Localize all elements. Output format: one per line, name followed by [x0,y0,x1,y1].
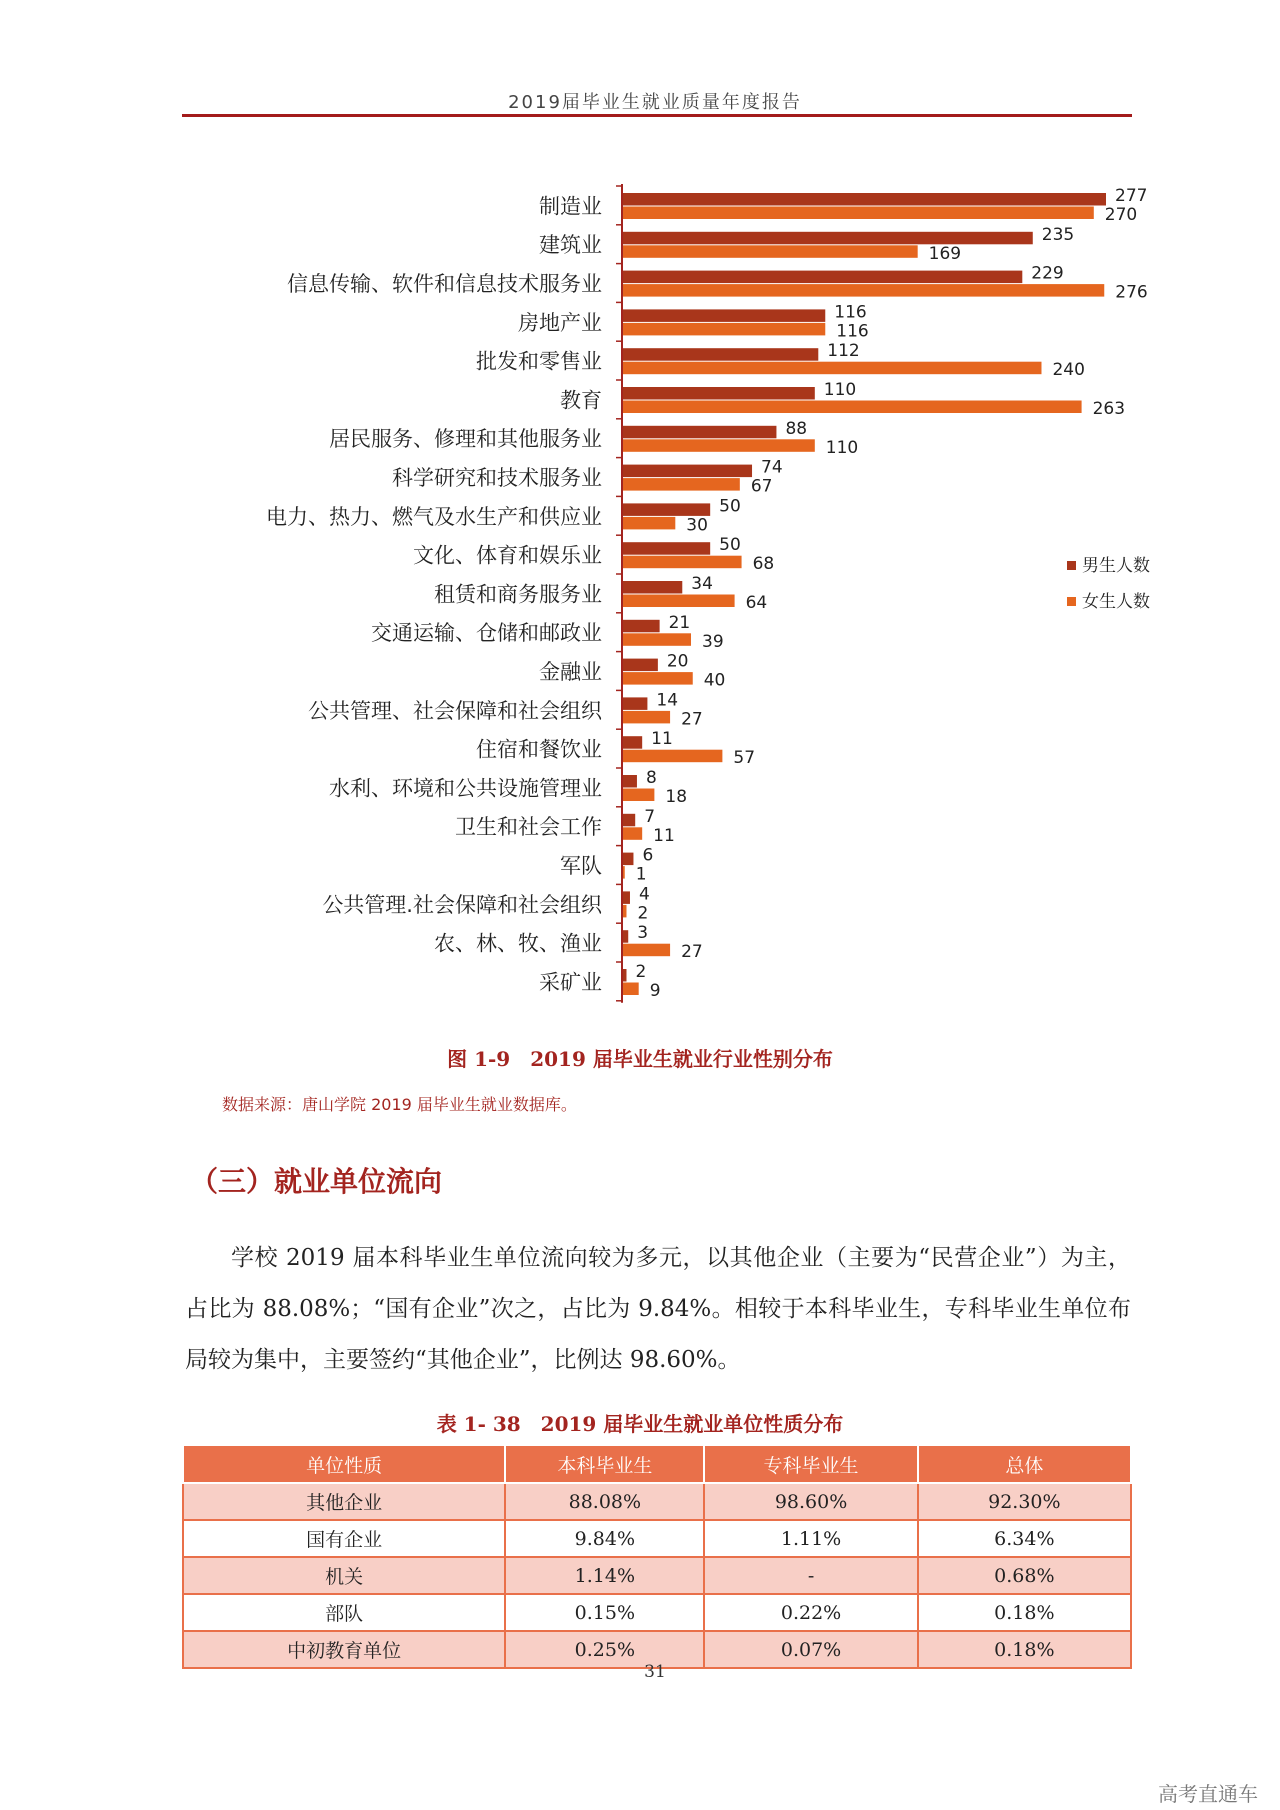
data-label-female: 39 [702,631,724,652]
table-cell: 88.08% [505,1483,704,1520]
data-label-male: 116 [834,302,867,323]
legend-label: 男生人数 [1082,556,1150,576]
table-cell: 1.11% [704,1520,917,1557]
bar-male [623,775,637,788]
category-label: 金融业 [539,660,602,684]
bar-female [623,905,626,918]
bar-female [623,323,825,336]
bar-female [623,750,722,763]
table-row [183,1520,1131,1557]
table-cell: 0.25% [505,1631,704,1668]
category-label: 文化、体育和娱乐业 [413,543,602,568]
column-header: 单位性质 [183,1445,505,1483]
table-cell: 0.18% [918,1631,1131,1668]
data-label-female: 27 [681,709,703,730]
data-label-male: 235 [1041,224,1075,245]
figure-source-note: 数据来源：唐山学院 2019 届毕业生就业数据库。 [222,1095,577,1114]
table-cell: 98.60% [704,1483,917,1520]
bar-male [623,891,630,904]
bar-female [623,711,670,724]
bar-female [623,478,740,491]
data-label-male: 21 [668,612,691,633]
data-label-female: 2 [637,903,649,924]
data-label-female: 57 [733,748,756,769]
table-cell: 中初教育单位 [183,1631,505,1668]
data-label-male: 7 [644,806,656,827]
table-row [183,1594,1131,1631]
data-label-female: 30 [686,515,708,536]
table-cell: 0.07% [704,1631,917,1668]
legend-swatch [1067,597,1076,606]
data-label-male: 277 [1115,186,1148,206]
bar-female [623,401,1082,414]
data-label-male: 74 [761,457,783,478]
bar-male [623,659,658,672]
data-label-female: 9 [649,981,661,1001]
bar-female [623,866,625,879]
bar-female [623,245,918,257]
bar-female [623,672,693,685]
data-label-male: 2 [635,962,647,982]
data-label-female: 64 [745,593,768,613]
bar-male [623,426,776,439]
column-header: 本科毕业生 [505,1445,704,1483]
data-label-male: 110 [823,380,857,400]
category-label: 科学研究和技术服务业 [392,466,602,490]
table-cell: 6.34% [918,1520,1131,1557]
page-number: 31 [644,1662,666,1682]
bar-male [623,736,642,749]
column-header: 总体 [918,1445,1131,1483]
bar-male [623,232,1033,245]
bar-female [623,595,735,608]
data-label-female: 116 [836,321,869,342]
bar-female [623,362,1041,375]
data-label-female: 67 [750,476,773,497]
data-label-female: 270 [1104,205,1138,225]
data-label-female: 27 [681,942,703,963]
data-label-female: 18 [665,787,688,807]
data-label-female: 263 [1092,399,1126,419]
bar-male [623,348,818,361]
bar-female [623,827,642,840]
category-label: 教育 [560,388,602,413]
table-row [183,1557,1131,1594]
data-label-male: 50 [719,496,741,517]
legend-swatch [1067,561,1076,570]
table-cell: - [704,1557,917,1594]
data-label-male: 229 [1031,263,1064,284]
table-caption: 表 1- 38 2019 届毕业生就业单位性质分布 [436,1412,844,1436]
category-label: 房地产业 [518,310,602,335]
data-label-male: 4 [638,884,650,905]
bar-female [623,633,691,646]
table-cell: 其他企业 [183,1483,505,1520]
bar-male [623,814,635,827]
section-paragraph: 学校 2019 届本科毕业生单位流向较为多元，以其他企业（主要为“民营企业”）为主，占比为 88.08%；“国有企业”次之，占比为 9.84%。相较于本科毕业生，专科毕业生单位布局较为集中，主要签约“其他企业”，比例达 98.60%。 [185,1245,1131,1373]
category-label: 军队 [560,854,602,878]
data-label-male: 34 [691,574,713,594]
table-row [183,1483,1131,1520]
table-cell: 92.30% [918,1483,1131,1520]
bar-female [623,789,654,802]
page-header-title: 2019届毕业生就业质量年度报告 [508,92,802,113]
bar-female [623,944,670,957]
category-label: 制造业 [539,194,602,219]
category-label: 住宿和餐饮业 [476,737,602,762]
category-label: 居民服务、修理和其他服务业 [329,427,602,452]
column-header: 专科毕业生 [704,1445,917,1483]
bar-male [623,193,1106,206]
bar-male [623,387,815,400]
data-label-male: 14 [656,690,679,711]
category-label: 公共管理.社会保障和社会组织 [322,892,602,917]
category-label: 建筑业 [539,233,602,258]
bar-female [623,284,1104,297]
bar-male [623,542,710,555]
category-label: 电力、热力、燃气及水生产和供应业 [266,504,602,529]
table-cell: 部队 [183,1594,505,1631]
category-label: 批发和零售业 [476,349,602,374]
data-label-female: 40 [703,670,726,691]
data-label-female: 276 [1115,282,1148,303]
table-cell: 0.68% [918,1557,1131,1594]
category-label: 水利、环境和公共设施管理业 [329,776,602,801]
bar-male [623,271,1022,284]
data-label-male: 112 [827,341,860,362]
bar-male [623,930,628,943]
section-heading: （三）就业单位流向 [190,1165,443,1198]
data-label-male: 20 [666,651,689,672]
table-cell: 1.14% [505,1557,704,1594]
data-label-male: 6 [642,845,654,866]
data-label-female: 110 [825,437,859,458]
category-label: 卫生和社会工作 [455,815,602,840]
table-cell: 0.15% [505,1594,704,1631]
table-cell: 9.84% [505,1520,704,1557]
bar-male [623,969,626,982]
bar-male [623,465,752,478]
data-label-female: 68 [752,554,775,575]
data-label-female: 1 [635,864,647,885]
bar-male [623,853,633,866]
data-label-male: 88 [785,418,808,439]
data-label-male: 11 [651,729,673,750]
table-header-row [183,1445,1131,1483]
category-label: 交通运输、仓储和邮政业 [371,621,602,646]
bar-female [623,556,742,569]
category-label: 农、林、牧、渔业 [434,931,602,956]
category-label: 租赁和商务服务业 [434,582,602,607]
data-label-female: 169 [928,243,962,264]
category-label: 信息传输、软件和信息技术服务业 [287,272,602,296]
bar-female [623,983,639,996]
table-cell: 0.22% [704,1594,917,1631]
data-label-male: 3 [637,923,649,944]
bar-female [623,207,1094,220]
data-label-female: 11 [653,825,675,846]
table-cell: 国有企业 [183,1520,505,1557]
table-cell: 0.18% [918,1594,1131,1631]
data-label-male: 50 [719,535,741,556]
bar-female [623,439,815,452]
table-cell: 机关 [183,1557,505,1594]
figure-caption: 图 1-9 2019 届毕业生就业行业性别分布 [447,1047,833,1071]
bar-male [623,309,825,322]
bar-male [623,503,710,516]
legend-label: 女生人数 [1082,592,1150,612]
bar-female [623,517,675,530]
employer-type-table [182,1444,1132,1669]
category-label: 采矿业 [539,970,602,995]
category-label: 公共管理、社会保障和社会组织 [308,698,602,723]
data-label-male: 8 [645,768,657,788]
bar-male [623,620,660,633]
data-label-female: 240 [1052,360,1085,381]
bar-male [623,697,647,710]
watermark-text: 高考直通车 [1158,1782,1258,1806]
bar-male [623,581,682,594]
